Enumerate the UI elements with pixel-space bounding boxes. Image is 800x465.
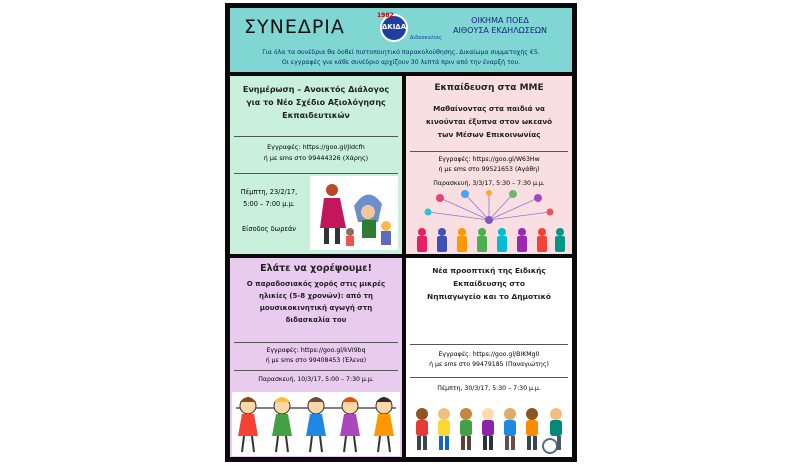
header-note: [236, 48, 566, 68]
divider: [234, 173, 398, 174]
dance-session-card: [230, 258, 402, 457]
briefing-session-card: [230, 76, 402, 254]
divider: [234, 342, 398, 343]
briefing-title-line-2: για το Νέο Σχέδιο Αξιολόγησης: [246, 98, 386, 107]
dance-registration-link[interactable]: Εγγραφές: https://goo.gl/kVI9bq: [266, 347, 366, 354]
dance-title: Ελάτε να χορέψουμε!: [260, 263, 372, 274]
note-line-2: Οι εγγραφές για κάθε συνέδριο αρχίζουν 30 λεπτά πριν από την έναρξή του.: [281, 59, 521, 66]
briefing-title-line-1: Ενημέρωση – Ανοικτός Διάλογος: [242, 85, 390, 94]
poster-header: [230, 8, 572, 72]
divider: [410, 377, 568, 378]
dance-registration-sms: ή με sms στο 99408453 (Έλενα): [265, 357, 367, 364]
briefing-free-entry: Είσοδος δωρεάν: [242, 225, 296, 233]
divider: [234, 136, 398, 137]
logo-text: ΔΚΙΔΑ: [381, 23, 407, 31]
briefing-registration: [234, 142, 398, 164]
divider: [410, 151, 568, 152]
dance-subtitle-line-1: Ο παραδοσιακός χορός στις μικρές: [246, 280, 386, 288]
special-title-line-3: Νηπιαγωγείο και το Δημοτικό: [427, 292, 551, 301]
media-date: Παρασκευή, 3/3/17, 5:30 – 7:30 μ.μ.: [433, 180, 545, 187]
note-line-1: Για όλα τα συνέδρια θα δοθεί πιστοποιητικό παρακολούθησης. Δικαίωμα συμμετοχής €5.: [262, 49, 540, 56]
briefing-title: [234, 83, 398, 122]
divider: [410, 344, 568, 345]
special-registration-sms: ή με sms στο 99479185 (Παναγιώτης): [429, 361, 549, 368]
special-date: Πέμπτη, 30/3/17, 5:30 – 7:30 μ.μ.: [437, 385, 541, 392]
dance-subtitle-line-2: ηλικίες (5-8 χρονών): από τη: [258, 292, 374, 300]
special-education-card: [406, 258, 572, 457]
logo-subtext: Διδασκαλίας: [410, 35, 442, 41]
dancing-kids-illustration: [232, 392, 400, 456]
special-registration: [410, 350, 568, 370]
media-title: Εκπαίδευση στα ΜΜΕ: [434, 83, 544, 93]
briefing-date-time: 5:00 – 7:00 μ.μ.: [243, 200, 295, 208]
media-subtitle: [410, 102, 568, 141]
people-illustration: [310, 176, 398, 250]
venue-info: [430, 16, 570, 36]
dance-subtitle-line-3: μουσικοκινητική αγωγή στη: [259, 304, 373, 312]
dance-subtitle-line-4: διδασκαλία του: [285, 316, 347, 324]
special-title-line-2: Εκπαίδευσης στο: [453, 279, 525, 288]
venue-line-1: ΟΙΚΗΜΑ ΠΟΕΔ: [471, 16, 529, 25]
media-education-card: [406, 76, 572, 254]
venue-line-2: ΑΙΘΟΥΣΑ ΕΚΔΗΛΩΣΕΩΝ: [453, 26, 547, 35]
media-subtitle-line-1: Μαθαίνοντας στα παιδιά να: [433, 104, 545, 113]
diverse-kids-illustration: [410, 404, 568, 454]
dance-registration: [234, 346, 398, 366]
divider: [234, 370, 398, 371]
briefing-title-line-3: Εκπαιδευτικών: [282, 111, 350, 120]
briefing-registration-sms: ή με sms στο 99444326 (Χάρης): [263, 154, 369, 162]
special-title: [410, 264, 568, 303]
dance-subtitle: [234, 278, 398, 326]
media-registration: [410, 155, 568, 175]
dance-date: Παρασκευή, 10/3/17, 5:00 – 7:30 μ.μ.: [258, 376, 374, 383]
briefing-date: [234, 186, 304, 210]
special-registration-link[interactable]: Εγγραφές: https://goo.gl/BIKMg0: [438, 351, 540, 358]
logo-year: 1982: [377, 12, 394, 19]
media-registration-link[interactable]: Εγγραφές: https://goo.gl/W63Hw: [438, 156, 540, 163]
media-subtitle-line-3: των Μέσων Επικοινωνίας: [437, 130, 541, 139]
poster-title: ΣΥΝΕΔΡΙΑ: [244, 16, 345, 38]
media-subtitle-line-2: κινούνται έξυπνα στον ωκεανό: [425, 117, 553, 126]
briefing-registration-link[interactable]: Εγγραφές: https://goo.gl/Jldcfh: [267, 143, 365, 151]
special-title-line-1: Νέα προοπτική της Ειδικής: [432, 266, 546, 275]
conference-poster: [225, 3, 577, 462]
social-network-illustration: [410, 190, 568, 252]
media-registration-sms: ή με sms στο 99521653 (Αγάθη): [438, 166, 540, 173]
briefing-date-day: Πέμπτη, 23/2/17,: [240, 188, 298, 196]
